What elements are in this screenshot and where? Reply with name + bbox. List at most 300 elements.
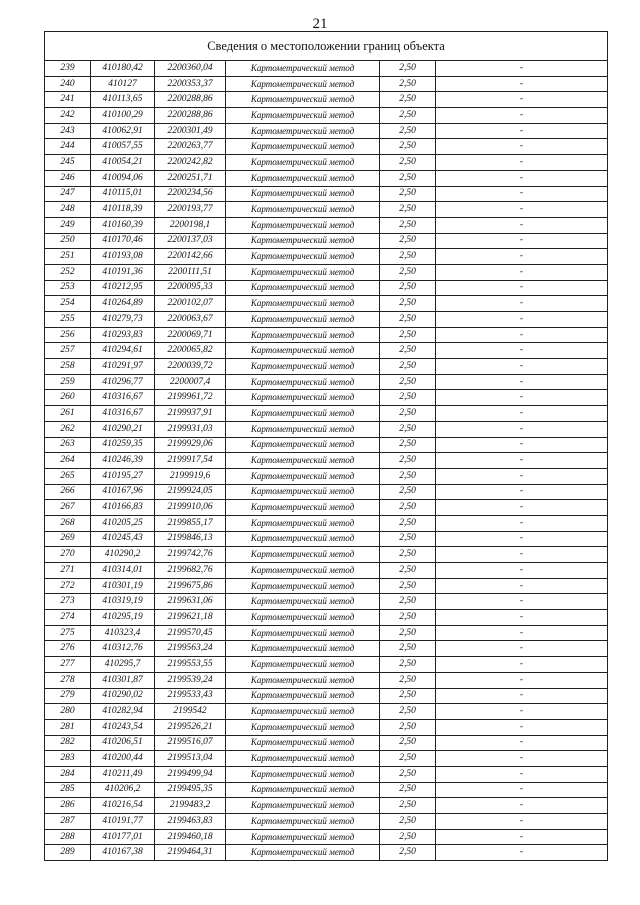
y-coordinate-cell: 2199846,13 [155,531,226,547]
y-coordinate-cell: 2200360,04 [155,61,226,77]
y-coordinate-cell: 2200095,33 [155,280,226,296]
accuracy-cell: 2,50 [380,610,436,626]
x-coordinate-cell: 410290,2 [91,547,155,563]
description-cell: - [436,625,608,641]
method-cell: Картометрический метод [226,170,380,186]
y-coordinate-cell: 2199460,18 [155,829,226,845]
description-cell: - [436,829,608,845]
method-cell: Картометрический метод [226,719,380,735]
description-cell: - [436,531,608,547]
y-coordinate-cell: 2200102,07 [155,296,226,312]
x-coordinate-cell: 410100,29 [91,108,155,124]
accuracy-cell: 2,50 [380,233,436,249]
x-coordinate-cell: 410118,39 [91,202,155,218]
description-cell: - [436,343,608,359]
page-number: 21 [312,16,328,32]
description-cell: - [436,641,608,657]
method-cell: Картометрический метод [226,453,380,469]
table-row [45,390,608,406]
y-coordinate-cell: 2199855,17 [155,515,226,531]
method-cell: Картометрический метод [226,92,380,108]
table-row [45,312,608,328]
y-coordinate-cell: 2199961,72 [155,390,226,406]
accuracy-cell: 2,50 [380,139,436,155]
method-cell: Картометрический метод [226,594,380,610]
x-coordinate-cell: 410312,76 [91,641,155,657]
point-number-cell: 248 [45,202,91,218]
description-cell: - [436,374,608,390]
x-coordinate-cell: 410216,54 [91,798,155,814]
table-row [45,108,608,124]
accuracy-cell: 2,50 [380,641,436,657]
y-coordinate-cell: 2200142,66 [155,249,226,265]
point-number-cell: 280 [45,704,91,720]
description-cell: - [436,92,608,108]
accuracy-cell: 2,50 [380,484,436,500]
table-row [45,61,608,77]
x-coordinate-cell: 410167,38 [91,845,155,861]
method-cell: Картометрический метод [226,217,380,233]
table-row [45,672,608,688]
y-coordinate-cell: 2199483,2 [155,798,226,814]
table-row [45,500,608,516]
point-number-cell: 240 [45,76,91,92]
boundary-table [44,31,608,861]
table-row [45,327,608,343]
accuracy-cell: 2,50 [380,829,436,845]
x-coordinate-cell: 410167,96 [91,484,155,500]
method-cell: Картометрический метод [226,186,380,202]
table-row [45,782,608,798]
description-cell: - [436,76,608,92]
accuracy-cell: 2,50 [380,657,436,673]
table-row [45,202,608,218]
point-number-cell: 279 [45,688,91,704]
point-number-cell: 275 [45,625,91,641]
table-row [45,421,608,437]
table-row [45,170,608,186]
method-cell: Картометрический метод [226,406,380,422]
description-cell: - [436,657,608,673]
x-coordinate-cell: 410170,46 [91,233,155,249]
description-cell: - [436,202,608,218]
table-row [45,343,608,359]
method-cell: Картометрический метод [226,672,380,688]
description-cell: - [436,594,608,610]
description-cell: - [436,798,608,814]
y-coordinate-cell: 2200242,82 [155,155,226,171]
y-coordinate-cell: 2200288,86 [155,108,226,124]
point-number-cell: 286 [45,798,91,814]
x-coordinate-cell: 410259,35 [91,437,155,453]
accuracy-cell: 2,50 [380,735,436,751]
table-row [45,531,608,547]
table-row [45,186,608,202]
method-cell: Картометрический метод [226,845,380,861]
y-coordinate-cell: 2199931,03 [155,421,226,437]
x-coordinate-cell: 410212,95 [91,280,155,296]
x-coordinate-cell: 410282,94 [91,704,155,720]
method-cell: Картометрический метод [226,500,380,516]
description-cell: - [436,155,608,171]
table-row [45,233,608,249]
description-cell: - [436,547,608,563]
accuracy-cell: 2,50 [380,264,436,280]
description-cell: - [436,515,608,531]
description-cell: - [436,359,608,375]
description-cell: - [436,233,608,249]
x-coordinate-cell: 410054,21 [91,155,155,171]
description-cell: - [436,108,608,124]
method-cell: Картометрический метод [226,547,380,563]
x-coordinate-cell: 410301,19 [91,578,155,594]
table-row [45,704,608,720]
x-coordinate-cell: 410206,51 [91,735,155,751]
method-cell: Картометрический метод [226,641,380,657]
point-number-cell: 249 [45,217,91,233]
point-number-cell: 274 [45,610,91,626]
point-number-cell: 285 [45,782,91,798]
method-cell: Картометрический метод [226,735,380,751]
table-row [45,641,608,657]
description-cell: - [436,578,608,594]
table-row [45,139,608,155]
method-cell: Картометрический метод [226,766,380,782]
x-coordinate-cell: 410291,97 [91,359,155,375]
table-row [45,798,608,814]
y-coordinate-cell: 2199539,24 [155,672,226,688]
method-cell: Картометрический метод [226,515,380,531]
point-number-cell: 266 [45,484,91,500]
accuracy-cell: 2,50 [380,531,436,547]
y-coordinate-cell: 2199464,31 [155,845,226,861]
accuracy-cell: 2,50 [380,814,436,830]
y-coordinate-cell: 2200007,4 [155,374,226,390]
y-coordinate-cell: 2199570,45 [155,625,226,641]
x-coordinate-cell: 410243,54 [91,719,155,735]
description-cell: - [436,814,608,830]
y-coordinate-cell: 2199516,07 [155,735,226,751]
method-cell: Картометрический метод [226,484,380,500]
table-row [45,610,608,626]
x-coordinate-cell: 410200,44 [91,751,155,767]
point-number-cell: 242 [45,108,91,124]
accuracy-cell: 2,50 [380,782,436,798]
point-number-cell: 263 [45,437,91,453]
y-coordinate-cell: 2200065,82 [155,343,226,359]
y-coordinate-cell: 2200198,1 [155,217,226,233]
table-row [45,453,608,469]
accuracy-cell: 2,50 [380,672,436,688]
point-number-cell: 283 [45,751,91,767]
point-number-cell: 259 [45,374,91,390]
x-coordinate-cell: 410323,4 [91,625,155,641]
description-cell: - [436,782,608,798]
description-cell: - [436,672,608,688]
point-number-cell: 255 [45,312,91,328]
x-coordinate-cell: 410279,73 [91,312,155,328]
description-cell: - [436,139,608,155]
point-number-cell: 269 [45,531,91,547]
accuracy-cell: 2,50 [380,359,436,375]
table-row [45,374,608,390]
method-cell: Картометрический метод [226,814,380,830]
y-coordinate-cell: 2200063,67 [155,312,226,328]
method-cell: Картометрический метод [226,657,380,673]
point-number-cell: 277 [45,657,91,673]
x-coordinate-cell: 410113,65 [91,92,155,108]
point-number-cell: 265 [45,468,91,484]
accuracy-cell: 2,50 [380,845,436,861]
table-row [45,845,608,861]
description-cell: - [436,610,608,626]
method-cell: Картометрический метод [226,782,380,798]
point-number-cell: 284 [45,766,91,782]
table-row [45,751,608,767]
table-row [45,437,608,453]
x-coordinate-cell: 410211,49 [91,766,155,782]
accuracy-cell: 2,50 [380,108,436,124]
method-cell: Картометрический метод [226,123,380,139]
y-coordinate-cell: 2199542 [155,704,226,720]
point-number-cell: 282 [45,735,91,751]
table-row [45,92,608,108]
table-row [45,814,608,830]
accuracy-cell: 2,50 [380,374,436,390]
accuracy-cell: 2,50 [380,751,436,767]
y-coordinate-cell: 2200137,03 [155,233,226,249]
y-coordinate-cell: 2199526,21 [155,719,226,735]
description-cell: - [436,312,608,328]
point-number-cell: 253 [45,280,91,296]
method-cell: Картометрический метод [226,280,380,296]
y-coordinate-cell: 2199463,83 [155,814,226,830]
y-coordinate-cell: 2199563,24 [155,641,226,657]
method-cell: Картометрический метод [226,312,380,328]
method-cell: Картометрический метод [226,688,380,704]
table-title: Сведения о местоположении границ объекта [45,32,608,61]
x-coordinate-cell: 410062,91 [91,123,155,139]
method-cell: Картометрический метод [226,390,380,406]
point-number-cell: 256 [45,327,91,343]
description-cell: - [436,735,608,751]
method-cell: Картометрический метод [226,625,380,641]
description-cell: - [436,751,608,767]
description-cell: - [436,453,608,469]
accuracy-cell: 2,50 [380,61,436,77]
point-number-cell: 268 [45,515,91,531]
method-cell: Картометрический метод [226,264,380,280]
point-number-cell: 289 [45,845,91,861]
method-cell: Картометрический метод [226,61,380,77]
accuracy-cell: 2,50 [380,719,436,735]
description-cell: - [436,406,608,422]
x-coordinate-cell: 410264,89 [91,296,155,312]
x-coordinate-cell: 410191,36 [91,264,155,280]
description-cell: - [436,766,608,782]
y-coordinate-cell: 2200251,71 [155,170,226,186]
x-coordinate-cell: 410294,61 [91,343,155,359]
y-coordinate-cell: 2199924,05 [155,484,226,500]
table-row [45,76,608,92]
description-cell: - [436,186,608,202]
y-coordinate-cell: 2200301,49 [155,123,226,139]
table-row [45,123,608,139]
x-coordinate-cell: 410290,02 [91,688,155,704]
x-coordinate-cell: 410127 [91,76,155,92]
table-row [45,468,608,484]
accuracy-cell: 2,50 [380,217,436,233]
point-number-cell: 272 [45,578,91,594]
description-cell: - [436,845,608,861]
accuracy-cell: 2,50 [380,123,436,139]
table-row [45,625,608,641]
method-cell: Картометрический метод [226,249,380,265]
description-cell: - [436,61,608,77]
point-number-cell: 271 [45,563,91,579]
x-coordinate-cell: 410319,19 [91,594,155,610]
description-cell: - [436,170,608,186]
x-coordinate-cell: 410195,27 [91,468,155,484]
description-cell: - [436,390,608,406]
description-cell: - [436,217,608,233]
accuracy-cell: 2,50 [380,202,436,218]
y-coordinate-cell: 2199910,06 [155,500,226,516]
point-number-cell: 250 [45,233,91,249]
x-coordinate-cell: 410295,19 [91,610,155,626]
table-row [45,264,608,280]
table-row [45,594,608,610]
table-row [45,735,608,751]
x-coordinate-cell: 410094,06 [91,170,155,186]
accuracy-cell: 2,50 [380,92,436,108]
method-cell: Картометрический метод [226,421,380,437]
accuracy-cell: 2,50 [380,625,436,641]
x-coordinate-cell: 410245,43 [91,531,155,547]
accuracy-cell: 2,50 [380,500,436,516]
table-row [45,719,608,735]
y-coordinate-cell: 2200234,56 [155,186,226,202]
x-coordinate-cell: 410160,39 [91,217,155,233]
method-cell: Картометрический метод [226,202,380,218]
accuracy-cell: 2,50 [380,704,436,720]
point-number-cell: 270 [45,547,91,563]
x-coordinate-cell: 410316,67 [91,406,155,422]
y-coordinate-cell: 2199495,35 [155,782,226,798]
point-number-cell: 260 [45,390,91,406]
description-cell: - [436,264,608,280]
x-coordinate-cell: 410193,08 [91,249,155,265]
x-coordinate-cell: 410206,2 [91,782,155,798]
table-row [45,578,608,594]
point-number-cell: 251 [45,249,91,265]
point-number-cell: 278 [45,672,91,688]
y-coordinate-cell: 2199675,86 [155,578,226,594]
y-coordinate-cell: 2199742,76 [155,547,226,563]
method-cell: Картометрический метод [226,578,380,594]
accuracy-cell: 2,50 [380,155,436,171]
x-coordinate-cell: 410166,83 [91,500,155,516]
x-coordinate-cell: 410205,25 [91,515,155,531]
accuracy-cell: 2,50 [380,170,436,186]
point-number-cell: 247 [45,186,91,202]
method-cell: Картометрический метод [226,374,380,390]
accuracy-cell: 2,50 [380,547,436,563]
table-row [45,657,608,673]
y-coordinate-cell: 2199513,04 [155,751,226,767]
point-number-cell: 241 [45,92,91,108]
point-number-cell: 258 [45,359,91,375]
y-coordinate-cell: 2199621,18 [155,610,226,626]
x-coordinate-cell: 410246,39 [91,453,155,469]
accuracy-cell: 2,50 [380,76,436,92]
accuracy-cell: 2,50 [380,249,436,265]
y-coordinate-cell: 2200039,72 [155,359,226,375]
method-cell: Картометрический метод [226,296,380,312]
x-coordinate-cell: 410290,21 [91,421,155,437]
table-row [45,563,608,579]
accuracy-cell: 2,50 [380,421,436,437]
description-cell: - [436,484,608,500]
x-coordinate-cell: 410296,77 [91,374,155,390]
method-cell: Картометрический метод [226,76,380,92]
method-cell: Картометрический метод [226,359,380,375]
x-coordinate-cell: 410057,55 [91,139,155,155]
description-cell: - [436,327,608,343]
description-cell: - [436,437,608,453]
x-coordinate-cell: 410293,83 [91,327,155,343]
description-cell: - [436,280,608,296]
table-row [45,766,608,782]
point-number-cell: 252 [45,264,91,280]
accuracy-cell: 2,50 [380,468,436,484]
table-row [45,484,608,500]
method-cell: Картометрический метод [226,108,380,124]
accuracy-cell: 2,50 [380,563,436,579]
description-cell: - [436,421,608,437]
y-coordinate-cell: 2199553,55 [155,657,226,673]
point-number-cell: 246 [45,170,91,186]
y-coordinate-cell: 2199499,94 [155,766,226,782]
x-coordinate-cell: 410115,01 [91,186,155,202]
method-cell: Картометрический метод [226,139,380,155]
accuracy-cell: 2,50 [380,594,436,610]
x-coordinate-cell: 410191,77 [91,814,155,830]
point-number-cell: 276 [45,641,91,657]
point-number-cell: 254 [45,296,91,312]
accuracy-cell: 2,50 [380,327,436,343]
accuracy-cell: 2,50 [380,437,436,453]
y-coordinate-cell: 2199533,43 [155,688,226,704]
description-cell: - [436,468,608,484]
method-cell: Картометрический метод [226,233,380,249]
table-row [45,829,608,845]
table-row [45,217,608,233]
x-coordinate-cell: 410316,67 [91,390,155,406]
table-row [45,688,608,704]
y-coordinate-cell: 2199682,76 [155,563,226,579]
x-coordinate-cell: 410295,7 [91,657,155,673]
description-cell: - [436,123,608,139]
method-cell: Картометрический метод [226,531,380,547]
method-cell: Картометрический метод [226,563,380,579]
accuracy-cell: 2,50 [380,766,436,782]
table-title-row [45,32,608,61]
table-body [45,32,608,861]
point-number-cell: 267 [45,500,91,516]
accuracy-cell: 2,50 [380,578,436,594]
point-number-cell: 261 [45,406,91,422]
